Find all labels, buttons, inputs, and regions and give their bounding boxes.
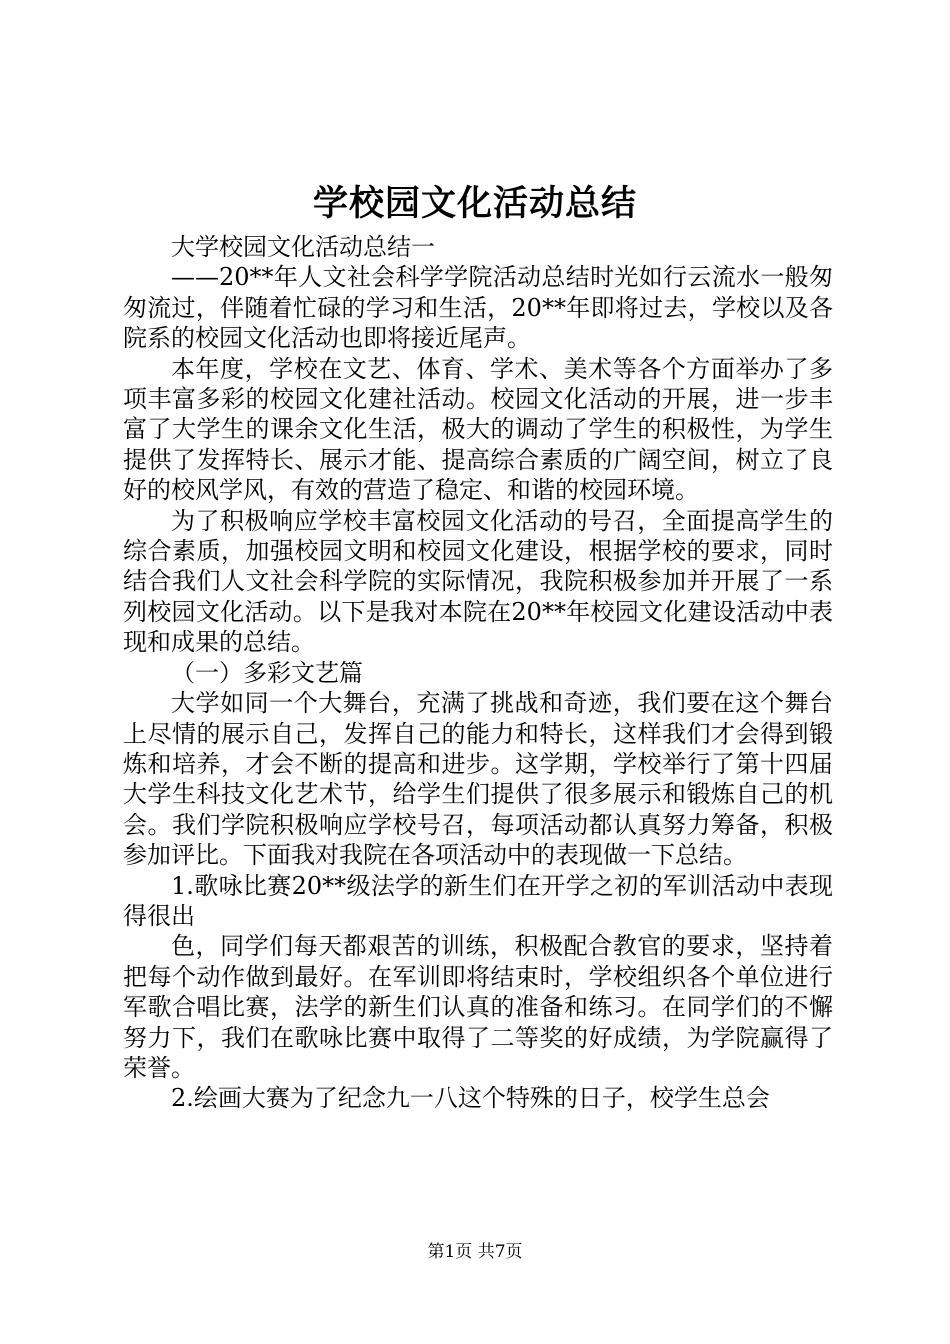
section-heading-arts: （一）多彩文艺篇 bbox=[171, 658, 363, 687]
paragraph-item-2: 2.绘画大赛为了纪念九一八这个特殊的日子，校学生总会 bbox=[171, 1084, 770, 1113]
document-title: 学校园文化活动总结 bbox=[312, 183, 637, 224]
paragraph-item-1-cont: 色，同学们每天都艰苦的训练，积极配合教官的要求，坚持着把每个动作做到最好。在军训即将结束时，学校组织各个单位进行军歌合唱比赛，法学的新生们认真的准备和练习。在同学们的不懈努力下，我们在歌咏比赛中取得了二等奖的好成绩，为学院赢得了荣誉。 bbox=[123, 932, 833, 1082]
paragraph-item-1-start: 1.歌咏比赛20**级法学的新生们在开学之初的军训活动中表现得很出 bbox=[123, 871, 833, 930]
paragraph-arts: 大学如同一个大舞台，充满了挑战和奇迹，我们要在这个舞台上尽情的展示自己，发挥自己的能力和特长，这样我们才会得到锻炼和培养，才会不断的提高和进步。这学期，学校举行了第十四届大学生科技文化艺术节，给学生们提供了很多展示和锻炼自己的机会。我们学院积极响应学校号召，每项活动都认真努力筹备，积极参加评比。下面我对我院在各项活动中的表现做一下总结。 bbox=[123, 689, 833, 870]
page-footer: 第1页 共7页 bbox=[427, 1242, 523, 1262]
paragraph-purpose: 为了积极响应学校丰富校园文化活动的号召，全面提高学生的综合素质，加强校园文明和校园文化建设，根据学校的要求，同时结合我们人文社会科学院的实际情况，我院积极参加并开展了一系列校园文化活动。以下是我对本院在20**年校园文化建设活动中表现和成果的总结。 bbox=[123, 506, 833, 657]
paragraph-subtitle: 大学校园文化活动总结一 bbox=[171, 233, 435, 261]
paragraph-overview: 本年度，学校在文艺、体育、学术、美术等各个方面举办了多项丰富多彩的校园文化建社活动。校园文化活动的开展，进一步丰富了大学生的课余文化生活，极大的调动了学生的积极性，为学生提供了发挥特长、展示才能、提高综合素质的广阔空间，树立了良好的校风学风，有效的营造了稳定、和谐的校园环境。 bbox=[123, 354, 833, 505]
paragraph-intro: ——20**年人文社会科学学院活动总结时光如行云流水一般匆匆流过，伴随着忙碌的学习和生活，20**年即将过去，学校以及各院系的校园文化活动也即将接近尾声。 bbox=[123, 263, 833, 353]
document-body bbox=[123, 232, 833, 1114]
